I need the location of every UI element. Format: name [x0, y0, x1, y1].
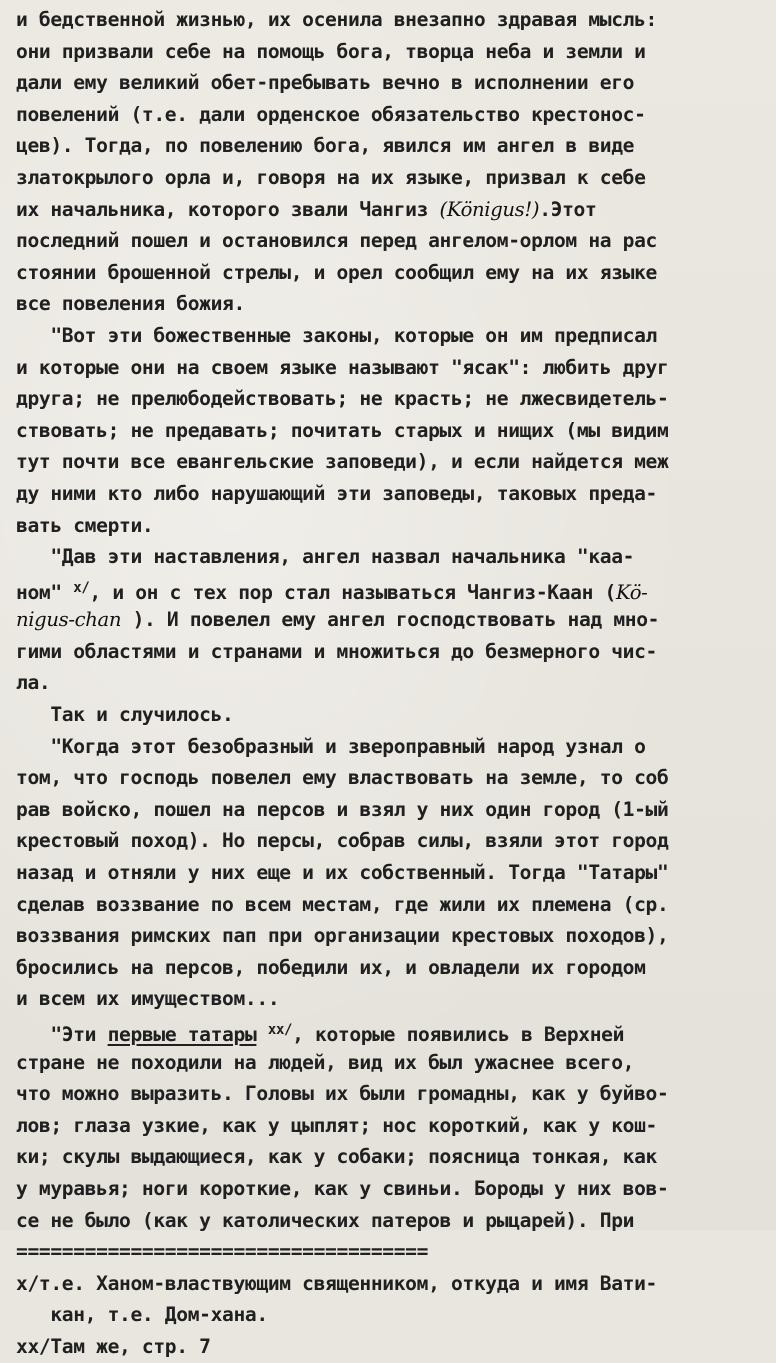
text-line: дали ему великий обет-пребывать вечно в исполнении его [16, 71, 635, 95]
handwritten-annotation: Kö- [615, 580, 648, 604]
text-segment: их начальника, которого звали Чангиз [16, 197, 429, 221]
text-line: крестовый поход). Но персы, собрав силы, взяли этот город [16, 829, 669, 853]
text-line: они призвали себе на помощь бога, творца неба и земли и [16, 39, 646, 63]
text-line: все повеления божия. [16, 292, 245, 316]
footnote-line: xx/Там же, стр. 7 [16, 1334, 211, 1358]
page-body [16, 4, 772, 1363]
text-line: "Когда этот безобразный и звероправный народ узнал о [16, 734, 646, 758]
handwritten-annotation: nigus-chan [16, 608, 122, 632]
text-segment: , которые появились в Верхней [292, 1023, 625, 1046]
text-segment: "Эти [16, 1023, 97, 1046]
text-line: и которые они на своем языке называют "ясак": любить друг [16, 355, 669, 379]
text-line-with-underline [16, 1015, 772, 1047]
text-segment: , и он с тех пор стал называться Чангиз-Каан ( [89, 580, 616, 604]
text-segment: .Этот [539, 197, 597, 221]
footnote-mark: xx/ [267, 1022, 293, 1038]
footnotes [16, 1268, 772, 1363]
text-line: у муравья; ноги короткие, как у свиньи. Бороды у них вов- [16, 1176, 669, 1200]
text-line-with-annotation [16, 194, 772, 226]
text-line: гими областями и странами и множиться до безмерного чис- [16, 639, 658, 663]
text-segment: ). И повелел ему ангел господствовать над мно- [132, 608, 660, 632]
text-line: тут почти все евангельские заповеди), и если найдется меж [16, 450, 669, 474]
handwritten-annotation: (Königus!) [439, 197, 540, 221]
footnote-mark: x/ [73, 579, 90, 596]
text-line: том, что господь повелел ему властвовать на земле, то соб [16, 766, 669, 790]
footnote-line: кан, т.е. Дом-хана. [16, 1303, 268, 1327]
footnote-separator: ==================================== [16, 1240, 429, 1264]
text-line: рав войско, пошел на персов и взял у них один город (1-ый [16, 797, 669, 821]
text-line: стране не походили на людей, вид их был ужаснее всего, [16, 1050, 635, 1074]
text-line: ки; скулы выдающиеся, как у собаки; поясница тонкая, как [16, 1145, 658, 1169]
text-line: ствовать; не предавать; почитать старых и нищих (мы видим [16, 418, 669, 442]
text-line: воззвания римских пап при организации крестовых походов), [16, 924, 669, 948]
footnote-line: x/т.е. Ханом-властвующим священником, откуда и имя Вати- [16, 1271, 658, 1295]
text-line: лов; глаза узкие, как у цыплят; нос короткий, как у кош- [16, 1113, 658, 1137]
text-line: Так и случилось. [16, 703, 234, 727]
text-line: и всем их имуществом... [16, 987, 280, 1011]
text-line: ду ними кто либо нарушающий эти заповеды, таковых преда- [16, 481, 658, 505]
text-line: и бедственной жизнью, их осенила внезапно здравая мысль: [16, 8, 658, 31]
text-segment: ном" [16, 580, 62, 604]
text-line: ла. [16, 671, 51, 695]
text-line: "Дав эти наставления, ангел назвал начальника "каа- [16, 545, 635, 569]
text-line: последний пошел и остановился перед ангелом-орлом на рас [16, 229, 658, 253]
text-line: вать смерти. [16, 513, 154, 537]
text-line: сделав воззвание по всем местам, где жили их племена (ср. [16, 892, 669, 916]
text-line: стоянии брошенной стрелы, и орел сообщил ему на их языке [16, 260, 658, 284]
text-line-with-footnote-mark [16, 573, 772, 605]
text-line: "Вот эти божественные законы, которые он им предписал [16, 323, 658, 347]
text-line: златокрылого орла и, говоря на их языке, призвал к себе [16, 165, 646, 189]
underlined-phrase: первые татары [107, 1023, 257, 1046]
text-line: что можно выразить. Головы их были громадны, как у буйво- [16, 1082, 669, 1106]
text-line: се не было (как у католических патеров и рыцарей). При [16, 1208, 635, 1232]
text-line: бросились на персов, победили их, и овладели их городом [16, 955, 646, 979]
text-line-with-annotation [16, 604, 772, 636]
text-line: повелений (т.е. дали орденское обязательство крестонос- [16, 102, 646, 126]
text-line: цев). Тогда, по повелению бога, явился им ангел в виде [16, 134, 635, 158]
text-line: друга; не прелюбодействовать; не красть; не лжесвидетель- [16, 387, 669, 411]
text-line: назад и отняли у них еще и их собственный. Тогда "Татары" [16, 861, 669, 885]
